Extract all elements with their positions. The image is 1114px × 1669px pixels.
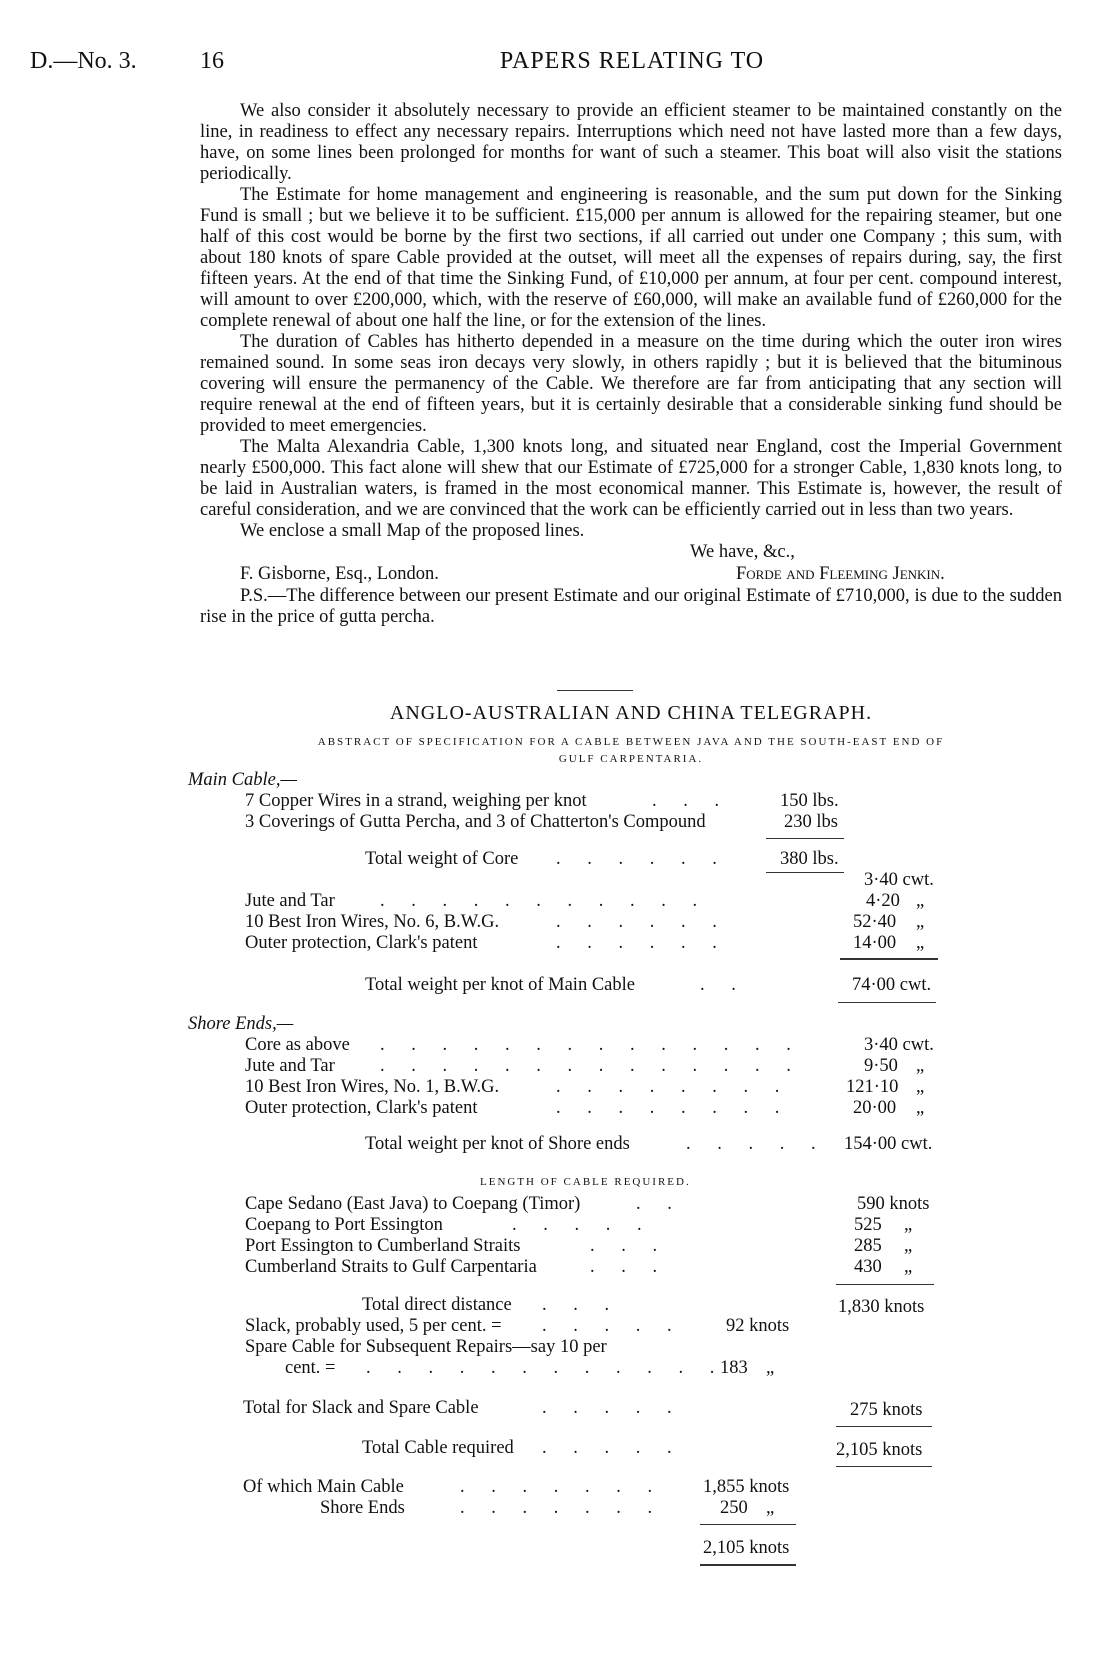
spec-label: 10 Best Iron Wires, No. 1, B.W.G. (245, 1077, 500, 1097)
closing: We have, &c., (690, 542, 795, 562)
leader-dots: . . . . . . . (460, 1498, 664, 1518)
letter-body (200, 101, 1062, 628)
leader-dots: . . . . . . . (460, 1477, 664, 1497)
length-label-continued: cent. = (285, 1358, 336, 1378)
addressee: F. Gisborne, Esq., London. (240, 564, 439, 584)
main-cable-label: Main Cable,— (188, 770, 297, 790)
divider (700, 1564, 796, 1566)
spec-total: 74·00 cwt. (852, 975, 932, 995)
spec-label: Jute and Tar (245, 891, 335, 911)
spec-value: 9·50 (864, 1056, 898, 1076)
signers: Forde and Fleeming Jenkin. (736, 564, 945, 584)
length-label: Total for Slack and Spare Cable (243, 1398, 479, 1418)
ditto-mark: „ (916, 912, 925, 932)
spec-label: Total weight per knot of Main Cable (365, 975, 635, 995)
length-label: Spare Cable for Subsequent Repairs—say 10 per (245, 1337, 607, 1357)
spec-value: 52·40 (853, 912, 897, 932)
leader-dots: . . . . . (512, 1215, 653, 1235)
spec-value: 3·40 cwt. (864, 870, 934, 890)
divider (838, 1002, 936, 1003)
running-title: PAPERS RELATING TO (499, 48, 765, 74)
spec-value: 20·00 (853, 1098, 897, 1118)
divider (766, 872, 844, 873)
paragraph: We also consider it absolutely necessary to provide an efficient steamer to be maintained constantly on the line, in readiness to effect any necessary repairs. Interruptions which need not have lasted more than a few days, have, on some lines been prolonged for months for want of such a steamer. This boat will also visit the stations periodically. (200, 101, 1062, 184)
route-value: 285 (854, 1236, 882, 1256)
leader-dots: . . . (590, 1236, 669, 1256)
leader-dots: . . . . . . . . . . . (380, 891, 709, 911)
divider (836, 1426, 932, 1427)
leader-dots: . . . . . (686, 1134, 827, 1154)
leader-dots: . . . . . . . . . . . . . . (380, 1035, 802, 1055)
ditto-mark: „ (766, 1358, 775, 1378)
paragraph: We enclose a small Map of the proposed lines. (240, 521, 585, 541)
leader-dots: . . . (542, 1295, 621, 1315)
page-header (30, 48, 1074, 82)
abstract-heading-line: GULF CARPENTARIA. (558, 753, 704, 765)
length-value: 92 knots (726, 1316, 790, 1336)
paragraph: The Estimate for home management and engineering is reasonable, and the sum put down for the Sinking Fund is small ; but we believe it to be sufficient. £15,000 per annum is allowed for the repairing steamer, but one half of this cost would be borne by the first two sections, if all carried out under one Company ; this sum, with about 180 knots of spare Cable provided at the outset, will meet all the expenses of repairs during, say, the first fifteen years. At the end of that time the Sinking Fund, of £10,000 per annum, at four per cent. compound interest, will amount to over £200,000, which, with the reserve of £60,000, will make an available fund of £260,000 for the complete renewal of about one half the line, or for the extension of the lines. (200, 185, 1062, 331)
paragraph: The Malta Alexandria Cable, 1,300 knots long, and situated near England, cost the Imperial Government nearly £500,000. This fact alone will shew that our Estimate of £725,000 for a stronger Cable, 1,830 knots long, to be laid in Australian waters, is framed in the most economical manner. This Estimate is, however, the result of careful consideration, and we are convinced that the work can be efficiently carried out in less than two years. (200, 437, 1062, 520)
length-value: 275 knots (850, 1400, 923, 1420)
ditto-mark: „ (904, 1215, 913, 1235)
length-value: 1,830 knots (838, 1297, 925, 1317)
spec-value: 150 lbs. (780, 791, 839, 811)
spec-value: 4·20 (866, 891, 900, 911)
length-value: 183 (720, 1358, 748, 1378)
spec-value: 380 lbs. (780, 849, 839, 869)
leader-dots: . . . . . . (556, 912, 728, 932)
length-heading: LENGTH OF CABLE REQUIRED. (480, 1176, 691, 1188)
route-label: Cape Sedano (East Java) to Coepang (Timor) (245, 1194, 581, 1214)
spec-label: 3 Coverings of Gutta Percha, and 3 of Chatterton's Compound (245, 812, 706, 832)
length-label: Total Cable required (362, 1438, 514, 1458)
leader-dots: . . . . . . . . (556, 1077, 791, 1097)
leader-dots: . . . . . . . . . . . . (366, 1358, 726, 1378)
ditto-mark: „ (904, 1257, 913, 1277)
leader-dots: . . . . . (542, 1438, 683, 1458)
route-label: Cumberland Straits to Gulf Carpentaria (245, 1257, 537, 1277)
route-label: Coepang to Port Essington (245, 1215, 443, 1235)
leader-dots: . . . . . . (556, 933, 728, 953)
spec-label: Outer protection, Clark's patent (245, 1098, 478, 1118)
section-title: ANGLO-AUSTRALIAN AND CHINA TELEGRAPH. (389, 702, 873, 724)
leader-dots: . . (636, 1194, 683, 1214)
spec-value: 14·00 (853, 933, 897, 953)
ditto-mark: „ (916, 933, 925, 953)
spec-label: Core as above (245, 1035, 350, 1055)
abstract-heading (200, 734, 1062, 768)
length-label: Shore Ends (320, 1498, 405, 1518)
leader-dots: . . . . . . . . . . . . . . (380, 1056, 802, 1076)
ditto-mark: „ (904, 1236, 913, 1256)
shore-ends-label: Shore Ends,— (188, 1014, 294, 1034)
divider (840, 958, 938, 960)
spec-label: Outer protection, Clark's patent (245, 933, 478, 953)
route-label: Port Essington to Cumberland Straits (245, 1236, 521, 1256)
page-number: 16 (200, 48, 224, 74)
length-value: 1,855 knots (703, 1477, 790, 1497)
leader-dots: . . . . . (542, 1316, 683, 1336)
ditto-mark: „ (916, 1056, 925, 1076)
length-total: 2,105 knots (836, 1440, 923, 1460)
route-value: 590 knots (857, 1194, 930, 1214)
divider (766, 838, 844, 839)
spec-label: 7 Copper Wires in a strand, weighing per knot (245, 791, 587, 811)
divider (836, 1466, 932, 1467)
ditto-mark: „ (766, 1498, 775, 1518)
leader-dots: . . (700, 975, 747, 995)
divider (700, 1524, 796, 1525)
spec-label: Jute and Tar (245, 1056, 335, 1076)
spec-label: Total weight of Core (365, 849, 519, 869)
leader-dots: . . . (590, 1257, 669, 1277)
abstract-heading-line: ABSTRACT OF SPECIFICATION FOR A CABLE BETWEEN JAVA AND THE SOUTH-EAST END OF (317, 736, 945, 748)
leader-dots: . . . (652, 791, 731, 811)
ditto-mark: „ (916, 1098, 925, 1118)
ditto-mark: „ (916, 891, 925, 911)
spec-label: Total weight per knot of Shore ends (365, 1134, 630, 1154)
length-label: Total direct distance (362, 1295, 512, 1315)
document-reference: D.—No. 3. (30, 48, 137, 74)
length-value: 250 (720, 1498, 748, 1518)
length-label: Of which Main Cable (243, 1477, 404, 1497)
route-value: 430 (854, 1257, 882, 1277)
signature-block (200, 542, 1062, 586)
route-value: 525 (854, 1215, 882, 1235)
spec-value: 230 lbs (784, 812, 838, 832)
leader-dots: . . . . . (542, 1398, 683, 1418)
spec-total: 154·00 cwt. (844, 1134, 933, 1154)
length-label: Slack, probably used, 5 per cent. = (245, 1316, 502, 1336)
paragraph: The duration of Cables has hitherto depended in a measure on the time during which the outer iron wires remained sound. In some seas iron decays very slowly, in others rapidly ; but it is believed that the bituminous covering will ensure the permanency of the Cable. We therefore are far from anticipating that any section will require renewal at the end of fifteen years, but it is certainly desirable that a considerable sinking fund should be provided to meet emergencies. (200, 332, 1062, 436)
postscript: P.S.—The difference between our present Estimate and our original Estimate of £710,000, is due to the sudden rise in the price of gutta percha. (200, 586, 1062, 627)
spec-value: 121·10 (846, 1077, 899, 1097)
divider (836, 1284, 934, 1285)
spec-value: 3·40 cwt. (864, 1035, 934, 1055)
ditto-mark: „ (916, 1077, 925, 1097)
leader-dots: . . . . . . (556, 849, 728, 869)
length-total: 2,105 knots (703, 1538, 790, 1558)
leader-dots: . . . . . . . . (556, 1098, 791, 1118)
spec-label: 10 Best Iron Wires, No. 6, B.W.G. (245, 912, 500, 932)
divider (557, 690, 633, 691)
